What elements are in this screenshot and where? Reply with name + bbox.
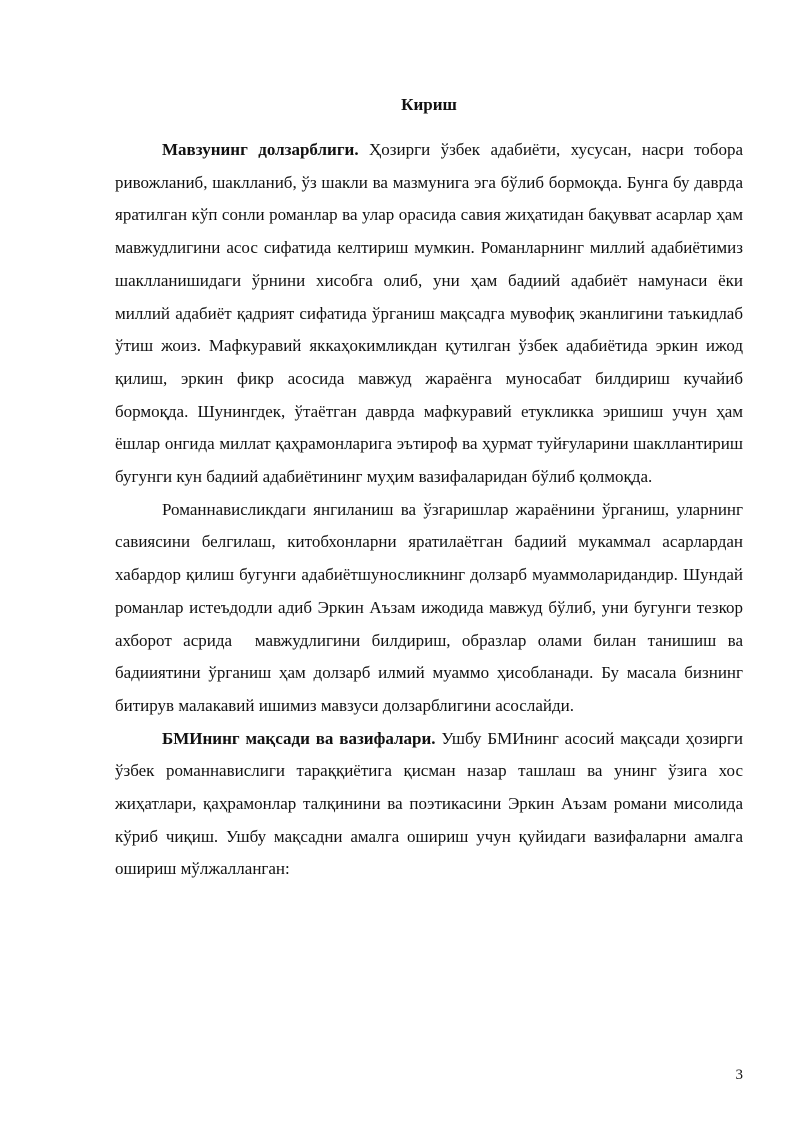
paragraph-text: Романнависликдаги янгиланиш ва ўзгаришлар жараёнини ўрганиш, уларнинг савиясини белгилаш, китобхонларни яратилаётган бадиий мукаммал асарлардан хабардор қилиш бугунги адабиётшуносликнинг долзарб муаммоларидандир. Шундай романлар истеъдодли адиб Эркин Аъзам ижодида мавжуд бўлиб, уни бугунги тезкор ахборот асрида мавжудлигини билдириш, образлар олами билан танишиш ва бадииятини ўрганиш ҳам долзарб илмий муаммо ҳисобланади. Бу масала бизнинг битирув малакавий ишимиз мавзуси долзарблигини асослайди. bbox=[115, 499, 752, 715]
paragraph-novel-writing bbox=[115, 494, 752, 723]
paragraph-text: Ҳозирги ўзбек адабиёти, хусусан, насри тобора ривожланиб, шаклланиб, ўз шакли ва мазмунига эга бўлиб бормоқда. Бунга бу даврда яратилган кўп сонли романлар ва улар орасида савия жиҳатидан бақувват асарлар ҳам мавжудлигини асос сифатида келтириш мумкин. Романларнинг миллий адабиётимиз шаклланишидаги ўрнини хисобга олиб, уни ҳам бадиий адабиёт намунаси ёки миллий адабиёт қадрият сифатида ўрганиш мақсадга мувофиқ эканлигини таъкидлаб ўтиш жоиз. Мафкуравий яккаҳокимликдан қутилган ўзбек адабиётида эркин ижод қилиш, эркин фикр асосида мавжуд жараёнга муносабат билдириш кучайиб бормоқда. Шунингдек, ўтаётган даврда мафкуравий етукликка эришиш учун ҳам ёшлар онгида миллат қаҳрамонларига эътироф ва ҳурмат туйғуларини шакллантириш бугунги кун бадиий адабиётининг муҳим вазифаларидан бўлиб қолмоқда. bbox=[115, 140, 748, 487]
page-number: 3 bbox=[735, 1067, 743, 1083]
paragraph-goals bbox=[115, 723, 748, 887]
paragraph-lead: БМИнинг мақсади ва вазифалари. bbox=[162, 728, 436, 748]
paragraph-lead: Мавзунинг долзарблиги. bbox=[162, 140, 359, 159]
paragraph-text: Ушбу БМИнинг асосий мақсади ҳозирги ўзбек романнавислиги тараққиётига қисман назар ташлаш ва унинг ўзига хос жиҳатлари, қаҳрамонлар талқинини ва поэтикасини Эркин Аъзам романи мисолида кўриб чиқиш. Ушбу мақсадни амалга ошириш учун қуйидаги вазифаларни амалга ошириш мўлжалланган: bbox=[115, 728, 748, 879]
paragraph-relevance bbox=[115, 134, 748, 494]
page-title: Кириш bbox=[401, 95, 457, 114]
document-body bbox=[115, 134, 752, 886]
